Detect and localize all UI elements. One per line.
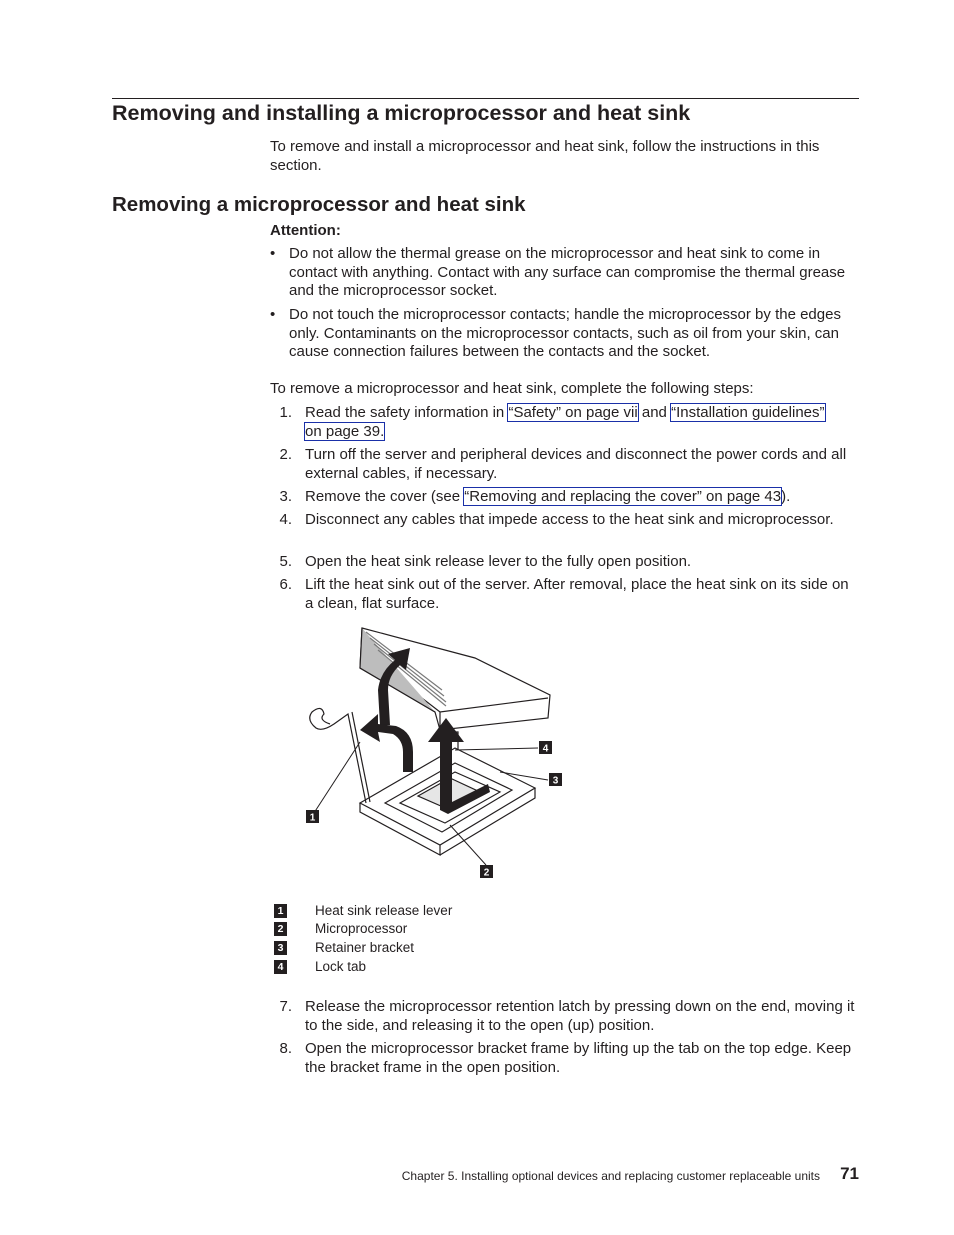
step-text: Disconnect any cables that impede access to the heat sink and microprocessor. (305, 511, 834, 528)
callout-label: 2 (483, 867, 490, 879)
link-safety[interactable]: “Safety” on page vii (508, 404, 638, 421)
link-installation-guidelines-page[interactable]: on page 39. (305, 422, 385, 440)
step-number: 4. (279, 511, 292, 528)
step-text: Open the microprocessor bracket frame by lifting up the tab on the top edge. Keep the bracket frame in the open position. (305, 1040, 852, 1076)
step-text-part: ). (781, 488, 791, 505)
step-text: Lift the heat sink out of the server. After removal, place the heat sink on its side on a clean, flat surface. (305, 576, 849, 612)
step-number: 6. (279, 576, 292, 593)
step-text: Release the microprocessor retention latch by pressing down on the end, moving it to the side, and releasing it to the open (up) position. (305, 998, 855, 1034)
step-text: Turn off the server and peripheral devices and disconnect the power cords and all external cables, if necessary. (305, 446, 847, 482)
step-number: 1. (279, 404, 292, 421)
step-text (305, 404, 860, 441)
callout-4 (539, 741, 552, 755)
footer-chapter: Chapter 5. Installing optional devices and replacing customer replaceable units (401, 1169, 820, 1183)
step-number: 8. (279, 1040, 292, 1057)
bullet-marker: • (270, 245, 276, 262)
callout-1 (306, 810, 319, 824)
step-text-part: Remove the cover (see (305, 488, 465, 505)
step-text: Open the heat sink release lever to the fully open position. (305, 553, 692, 570)
page-heading: Removing and installing a microprocessor and heat sink (112, 101, 691, 125)
legend-badge: 2 (274, 922, 287, 936)
step-text (305, 488, 860, 507)
callout-label: 1 (309, 812, 316, 824)
step-number: 3. (279, 488, 292, 505)
legend-badge: 3 (274, 941, 287, 955)
step-text-part: and (637, 404, 672, 421)
heading-rule (112, 98, 859, 99)
heat-sink-removal-illustration (300, 620, 570, 885)
steps-intro: To remove a microprocessor and heat sink, complete the following steps: (270, 380, 754, 397)
legend-label: Lock tab (315, 959, 367, 974)
step-number: 5. (279, 553, 292, 570)
legend-label: Microprocessor (315, 921, 408, 936)
callout-label: 4 (542, 743, 549, 755)
section-heading: Removing a microprocessor and heat sink (112, 193, 526, 216)
step-number: 2. (279, 446, 292, 463)
bullet-marker: • (270, 306, 276, 323)
legend-label: Retainer bracket (315, 940, 415, 955)
attention-label: Attention: (270, 222, 341, 239)
step-text-part: Read the safety information in (305, 404, 509, 421)
link-installation-guidelines[interactable]: “Installation guidelines” (671, 404, 825, 421)
page-number: 71 (840, 1164, 859, 1183)
legend-badge: 1 (274, 904, 287, 918)
intro-paragraph: To remove and install a microprocessor and heat sink, follow the instructions in this section. (270, 138, 820, 174)
legend-badge: 4 (274, 960, 287, 974)
legend-label: Heat sink release lever (315, 903, 453, 918)
callout-3 (549, 773, 562, 787)
bullet-text: Do not touch the microprocessor contacts; handle the microprocessor by the edges only. Contaminants on the microprocessor contacts, such as oil from your skin, can cause connection failures between the contacts and the socket. (289, 306, 841, 360)
step-number: 7. (279, 998, 292, 1015)
callout-2 (480, 865, 493, 879)
callout-label: 3 (552, 775, 559, 787)
release-lever-drawing (310, 708, 370, 803)
bullet-text: Do not allow the thermal grease on the microprocessor and heat sink to come in contact with anything. Contact with any surface can compromise the thermal grease and the microprocessor socket. (289, 245, 846, 299)
link-removing-cover[interactable]: “Removing and replacing the cover” on page 43 (464, 488, 782, 505)
